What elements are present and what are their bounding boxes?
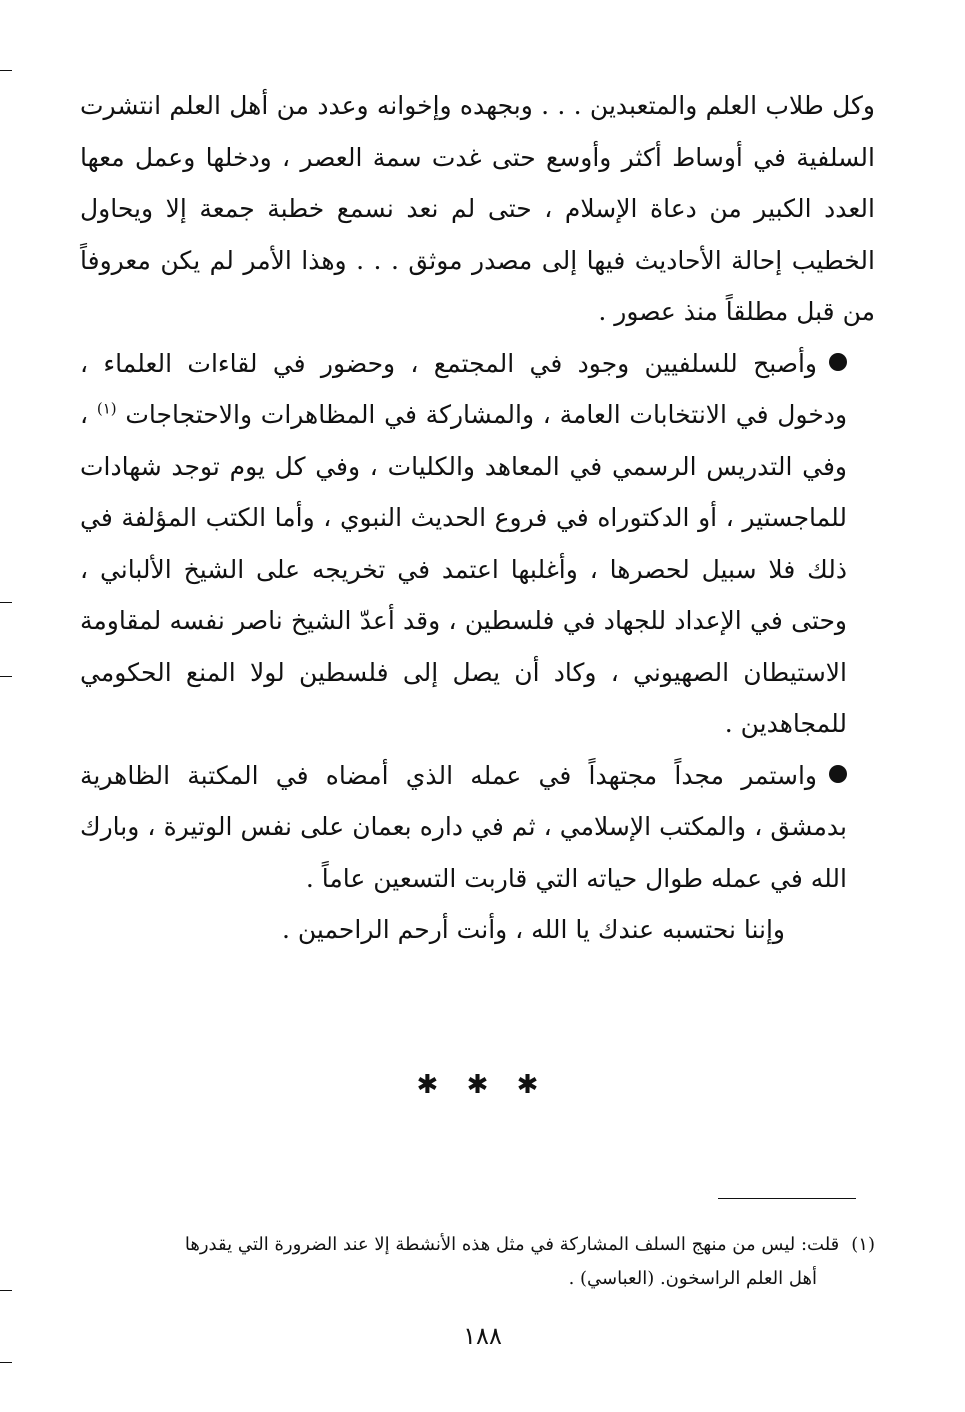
paragraph-2 — [80, 338, 875, 750]
margin-tick — [0, 602, 12, 603]
bullet-icon — [829, 765, 847, 783]
margin-tick — [0, 676, 12, 677]
footnote-line-1: قلت: ليس من منهج السلف المشاركة في مثل هذه الأنشطة إلا عند الضرورة التي يقدرها — [184, 1234, 840, 1255]
paragraph-4: وإننا نحتسبه عندك يا الله ، وأنت أرحم الراحمين . — [282, 915, 785, 944]
margin-tick — [0, 1362, 12, 1363]
footnote — [80, 1228, 875, 1296]
footnote-line-2: أهل العلم الراسخون. (العباسي) . — [568, 1268, 817, 1289]
bullet-icon — [829, 353, 847, 371]
paragraph-2-part-a: وأصبح للسلفيين وجود في المجتمع ، وحضور في لقاءات العلماء ، ودخول في الانتخابات العامة ، والمشاركة في المظاهرات والاحتجاجات — [80, 348, 848, 429]
footnote-number: (١) — [851, 1234, 875, 1255]
footnote-divider — [718, 1198, 856, 1199]
paragraph-2-part-b: ، وفي التدريس الرسمي في المعاهد والكليات ، وفي كل يوم توجد شهادات للماجستير ، أو الدكتوراه في فروع الحديث النبوي ، وأما الكتب المؤلفة في ذلك فلا سبيل لحصرها ، وأغلبها اعتمد في تخريجه على الشيخ الألباني ، وحتى في الإعداد للجهاد في فلسطين ، وقد أعدّ الشيخ ناصر نفسه لمقاومة الاستيطان الصهيوني ، وكاد أن يصل إلى فلسطين لولا المنع الحكومي للمجاهدين . — [80, 400, 847, 738]
main-text — [80, 80, 875, 956]
margin-tick — [0, 70, 12, 71]
paragraph-1: وكل طلاب العلم والمتعبدين . . . وبجهده وإخوانه وعدد من أهل العلم انتشرت السلفية في أوساط أكثر وأوسع حتى غدت سمة العصر ، ودخلها وعمل معها العدد الكبير من دعاة الإسلام ، حتى لم نعد نسمع خطبة جمعة إلا ويحاول الخطيب إحالة الأحاديث فيها إلى مصدر موثق . . . وهذا الأمر لم يكن معروفاً من قبل مطلقاً منذ عصور . — [80, 91, 875, 326]
page-number: ١٨٨ — [463, 1322, 502, 1350]
margin-tick — [0, 1290, 12, 1291]
paragraph-3-text: واستمر مجداً مجتهداً في عمله الذي أمضاه في المكتبة الظاهرية بدمشق ، والمكتب الإسلامي ، ثم في داره بعمان على نفس الوتيرة ، وبارك الله في عمله طوال حياته التي قاربت التسعين عاماً . — [80, 760, 847, 893]
footnote-reference[interactable]: (١) — [96, 399, 117, 418]
section-separator: ✱ ✱ ✱ — [416, 1070, 549, 1100]
paragraph-3 — [80, 750, 875, 905]
